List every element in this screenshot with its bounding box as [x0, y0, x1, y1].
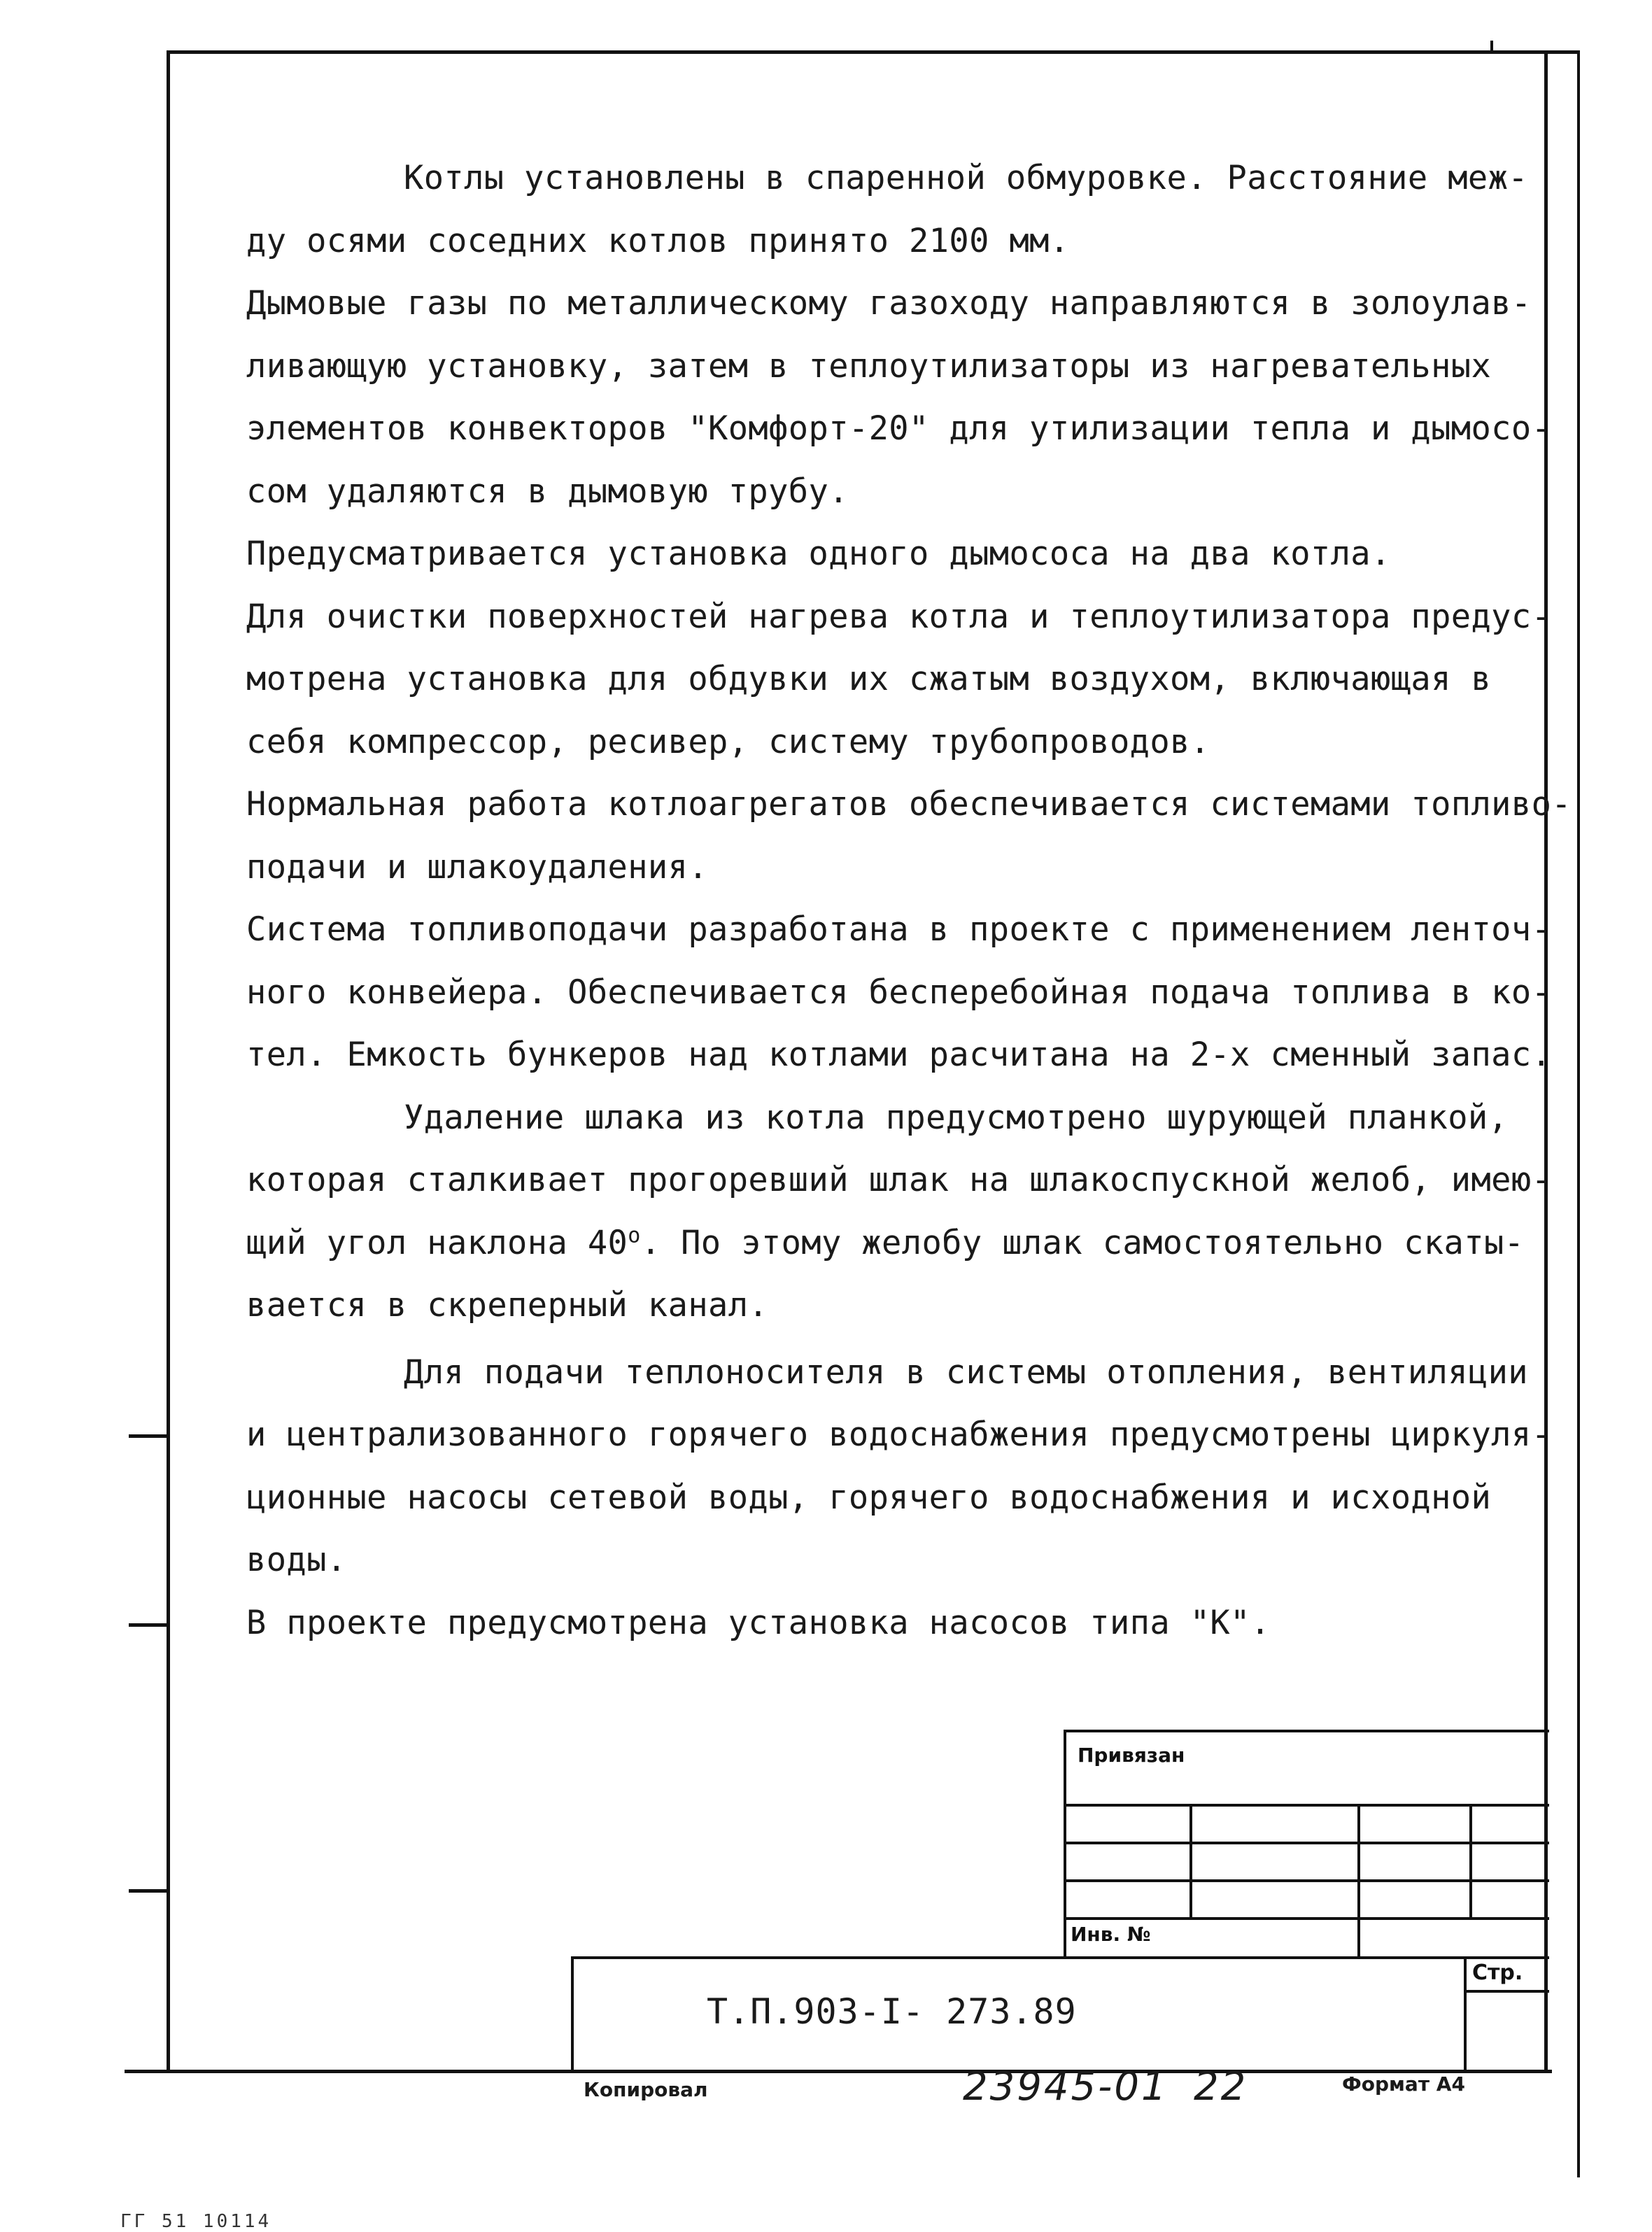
- text-line: подачи и шлакоудаления.: [246, 847, 709, 887]
- table-line: [1464, 1990, 1549, 1993]
- bottom-border: [125, 2070, 1552, 2073]
- text-line: ливающую установку, затем в теплоутилизаторы из нагревательных: [246, 346, 1492, 386]
- copied-label: Копировал: [584, 2078, 708, 2101]
- text-line: элементов конвекторов "Комфорт-20" для утилизации тепла и дымосо-: [246, 409, 1552, 448]
- table-line: [1064, 1730, 1549, 1732]
- text-line: тел. Емкость бункеров над котлами расчитана на 2-х сменный запас.: [246, 1036, 1552, 1074]
- text-line: сом удаляются в дымовую трубу.: [246, 472, 849, 511]
- table-line: [1464, 1956, 1467, 2072]
- text-line: вается в скреперный канал.: [246, 1286, 769, 1325]
- text-line: ционные насосы сетевой воды, горячего водоснабжения и исходной: [246, 1478, 1492, 1517]
- text-line: В проекте предусмотрена установка насосов типа "К".: [246, 1603, 1271, 1642]
- text-line: ного конвейера. Обеспечивается бесперебойная подача топлива в ко-: [246, 973, 1552, 1012]
- text-line: Котлы установлены в спаренной обмуровке. Расстояние меж-: [404, 159, 1528, 197]
- text-line: Удаление шлака из котла предусмотрено шурующей планкой,: [404, 1098, 1509, 1137]
- degree-sign: о: [628, 1222, 641, 1248]
- text-segment: . По этому желобу шлак самостоятельно скаты-: [640, 1223, 1525, 1262]
- text-line-with-degree: [246, 1212, 1525, 1275]
- text-line: воды.: [246, 1541, 347, 1579]
- page-label: Стр.: [1472, 1961, 1523, 1985]
- stamp-page-number: 22: [1194, 2064, 1248, 2110]
- table-line: [1064, 1879, 1549, 1882]
- text-line: которая сталкивает прогоревший шлак на шлакоспускной желоб, имею-: [246, 1161, 1552, 1199]
- text-segment: щий угол наклона 40: [246, 1223, 628, 1262]
- table-line: [1064, 1917, 1549, 1920]
- margin-tick-2: [129, 1623, 168, 1627]
- top-tick-mark: [1490, 41, 1493, 52]
- table-line: [1469, 1804, 1472, 1919]
- text-line: Предусматривается установка одного дымососа на два котла.: [246, 535, 1391, 573]
- text-line: и централизованного горячего водоснабжения предусмотрены циркуля-: [246, 1415, 1552, 1454]
- table-line: [571, 1956, 574, 2072]
- text-line: Для подачи теплоносителя в системы отопления, вентиляции: [404, 1352, 1528, 1392]
- scan-mark: ГГ 51 10114: [120, 2211, 272, 2232]
- stamp-number: 23945-01: [963, 2064, 1169, 2110]
- text-line: мотрена установка для обдувки их сжатым воздухом, включающая в: [246, 660, 1492, 698]
- text-line: себя компрессор, ресивер, систему трубопроводов.: [246, 722, 1210, 761]
- document-body: [246, 147, 1572, 1654]
- inv-number-label: Инв. №: [1071, 1923, 1151, 1946]
- margin-tick-3: [129, 1889, 168, 1893]
- margin-tick-1: [129, 1434, 168, 1438]
- table-line: [1357, 1804, 1360, 1958]
- linked-label: Привязан: [1078, 1744, 1185, 1767]
- text-line: Дымовые газы по металлическому газоходу направляются в золоулав-: [246, 284, 1532, 323]
- text-line: Для очистки поверхностей нагрева котла и теплоутилизатора предус-: [246, 597, 1552, 636]
- text-line: ду осями соседних котлов принято 2100 мм.: [246, 221, 1070, 260]
- table-line: [1064, 1804, 1549, 1807]
- format-label: Формат А4: [1342, 2072, 1465, 2096]
- document-number: Т.П.903-I- 273.89: [707, 1991, 1077, 2032]
- table-line: [1064, 1842, 1549, 1844]
- table-line: [571, 1956, 1549, 1959]
- table-line: [1189, 1804, 1192, 1919]
- top-border-extension: [1548, 50, 1580, 54]
- outer-right-border: [1577, 50, 1580, 2177]
- text-line: Система топливоподачи разработана в проекте с применением ленточ-: [246, 910, 1552, 949]
- text-line: Нормальная работа котлоагрегатов обеспечивается системами топливо-: [246, 785, 1572, 824]
